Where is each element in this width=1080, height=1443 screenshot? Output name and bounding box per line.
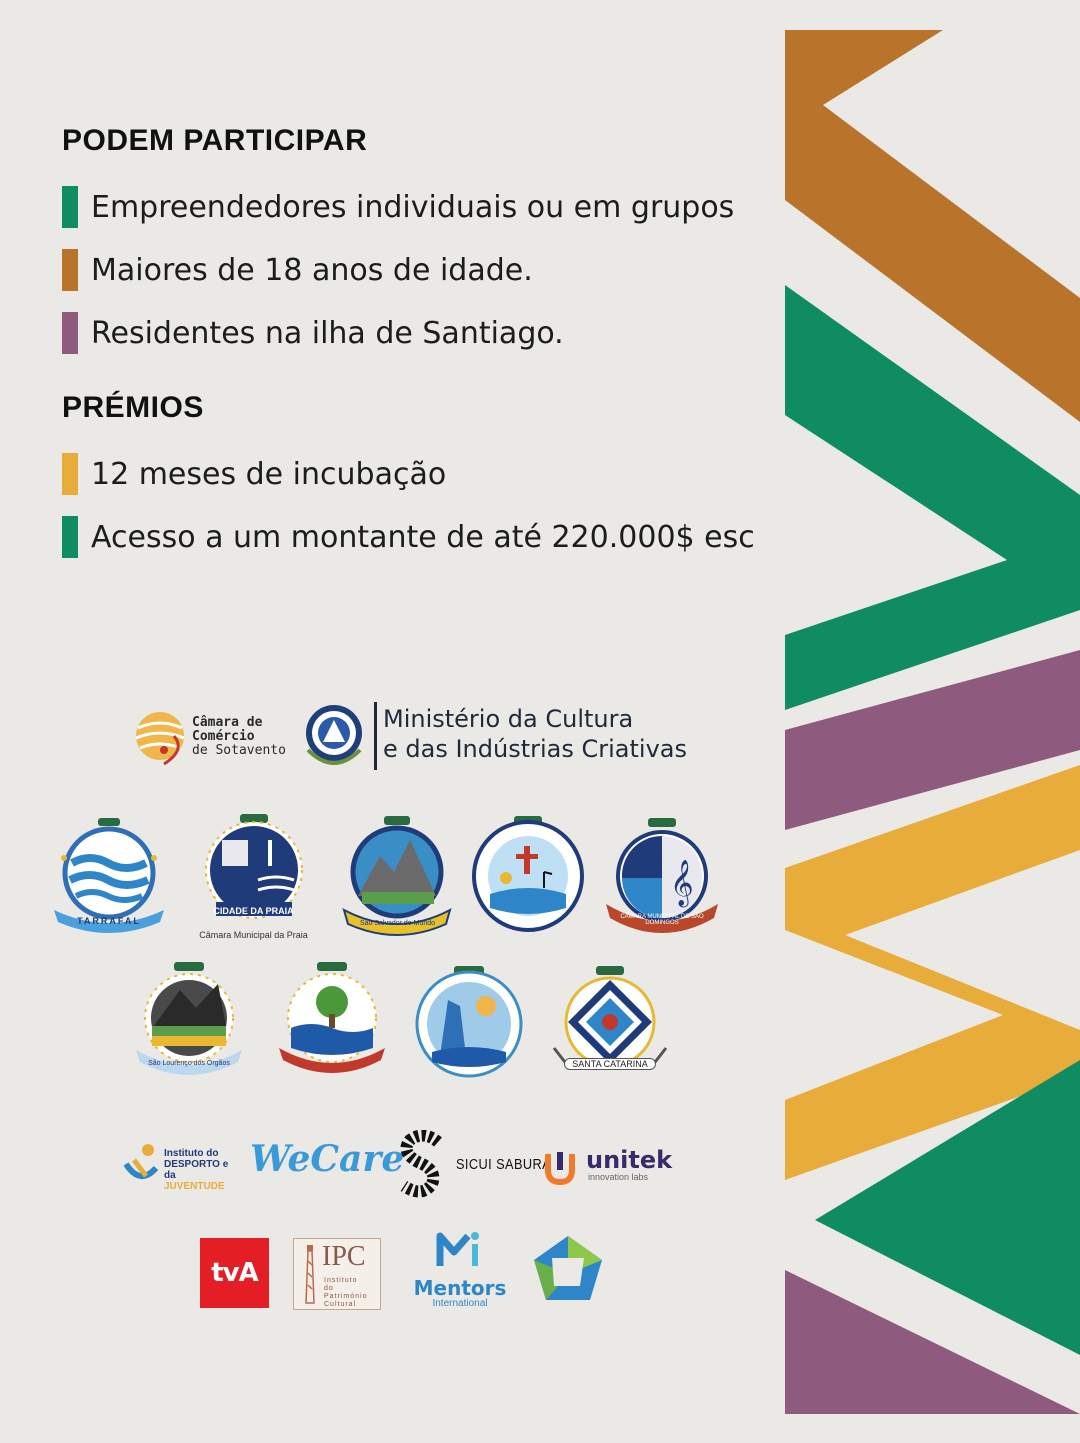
santa-catarina-caption: SANTA CATARINA bbox=[564, 1058, 656, 1070]
prize-item-funding bbox=[62, 516, 755, 558]
participate-item-entrepreneurs bbox=[62, 186, 734, 228]
unitek-name: unitek bbox=[586, 1146, 673, 1174]
unitek-logo bbox=[544, 1146, 674, 1188]
ribeira-santiago-emblem-icon bbox=[414, 966, 524, 1082]
praia-ribbon: CIDADE DA PRAIA bbox=[213, 906, 294, 916]
participate-item-age bbox=[62, 249, 533, 291]
sao-miguel-emblem-icon bbox=[275, 962, 389, 1078]
unitek-u-icon bbox=[544, 1148, 578, 1186]
participate-item-label: Maiores de 18 anos de idade. bbox=[91, 252, 533, 288]
sao-domingos-seal bbox=[604, 818, 720, 940]
camara-line3: de Sotavento bbox=[192, 743, 286, 758]
ribeira-grande-santiago-seal bbox=[414, 966, 524, 1082]
ribeira-grande-emblem-icon bbox=[470, 816, 586, 934]
sao-salvador-seal bbox=[340, 816, 455, 938]
wecare-logo: WeCare bbox=[250, 1138, 405, 1180]
national-emblem-icon bbox=[298, 700, 370, 772]
sicui-sabura-logo bbox=[398, 1130, 552, 1200]
ipc-abbr: IPC bbox=[322, 1241, 366, 1272]
bullet-bar-brown bbox=[62, 249, 78, 291]
pentagon-logo-icon bbox=[532, 1234, 604, 1304]
bullet-bar-green bbox=[62, 186, 78, 228]
sicui-text: SICUI SABURA bbox=[456, 1156, 552, 1173]
bullet-bar-yellow bbox=[62, 453, 78, 495]
dotted-s-icon bbox=[398, 1130, 448, 1198]
mentors-m-icon bbox=[436, 1230, 482, 1268]
ribeira-grande-seal bbox=[470, 816, 586, 934]
bullet-bar-purple bbox=[62, 312, 78, 354]
santa-catarina-seal bbox=[550, 966, 670, 1086]
praia-caption: Câmara Municipal da Praia bbox=[199, 930, 308, 940]
sun-globe-icon bbox=[134, 706, 190, 768]
divider bbox=[374, 702, 377, 770]
prize-item-label: Acesso a um montante de até 220.000$ esc bbox=[91, 519, 755, 555]
mentors-logo bbox=[412, 1230, 508, 1312]
tva-logo bbox=[200, 1238, 269, 1308]
tarrafal-seal bbox=[50, 818, 168, 938]
lighthouse-icon bbox=[298, 1241, 322, 1307]
sao-lourenco-seal bbox=[130, 962, 248, 1080]
ipc-line3: Cultural bbox=[324, 1301, 357, 1308]
ipc-line1: Instituto bbox=[324, 1277, 358, 1284]
ministerio-line2: e das Indústrias Criativas bbox=[383, 735, 687, 763]
camara-line2: Comércio bbox=[192, 729, 255, 744]
mentors-name: Mentors bbox=[413, 1276, 507, 1300]
participate-item-label: Residentes na ilha de Santiago. bbox=[91, 315, 564, 351]
ipc-line2: do Património bbox=[324, 1285, 368, 1300]
tva-text: tvA bbox=[211, 1258, 258, 1288]
prizes-heading: PRÉMIOS bbox=[62, 391, 204, 424]
sao-salvador-caption: São Salvador do Mundo bbox=[359, 920, 436, 927]
unitek-tag: innovation labs bbox=[588, 1172, 649, 1182]
participate-heading: PODEM PARTICIPAR bbox=[62, 124, 368, 157]
idj-line3: JUVENTUDE bbox=[164, 1181, 225, 1192]
athlete-icon bbox=[120, 1142, 162, 1190]
camara-line1: Câmara de bbox=[192, 715, 263, 730]
prize-item-label: 12 meses de incubação bbox=[91, 456, 447, 492]
decorative-zigzag-band bbox=[785, 30, 1080, 1414]
ministerio-cultura-logo bbox=[298, 700, 708, 772]
tarrafal-caption: TARRAFAL bbox=[77, 916, 141, 926]
sao-domingos-caption: CÂMARA MUNICIPAL DE SÃO DOMINGOS bbox=[620, 914, 704, 926]
mentors-tag: International bbox=[432, 1298, 488, 1309]
ipc-logo bbox=[293, 1238, 381, 1310]
participate-item-label: Empreendedores individuais ou em grupos bbox=[91, 189, 735, 225]
svg-text:𝄞: 𝄞 bbox=[670, 860, 694, 906]
participate-item-residence bbox=[62, 312, 564, 354]
sao-lourenco-caption: São Lourenço dos Órgãos bbox=[148, 1060, 230, 1067]
idj-line1: Instituto do bbox=[164, 1148, 219, 1159]
ministerio-line1: Ministério da Cultura bbox=[383, 705, 634, 733]
idj-line2: DESPORTO e da bbox=[164, 1159, 229, 1181]
camara-comercio-logo bbox=[134, 706, 294, 768]
idj-logo bbox=[120, 1140, 240, 1190]
sao-miguel-seal bbox=[275, 962, 389, 1078]
prize-item-incubation bbox=[62, 453, 446, 495]
bullet-bar-green bbox=[62, 516, 78, 558]
praia-seal bbox=[196, 814, 311, 944]
